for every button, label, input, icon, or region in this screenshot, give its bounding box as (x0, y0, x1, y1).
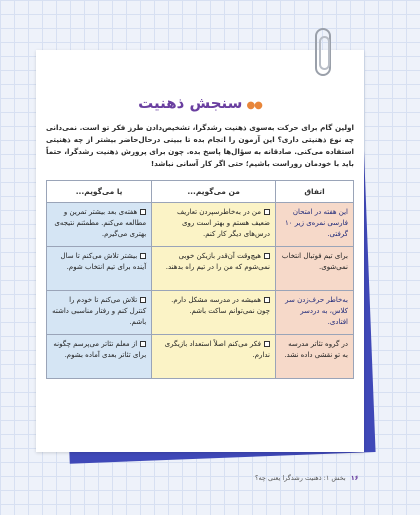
fixed-text: فکر می‌کنم اصلاً استعداد بازیگری ندارم. (164, 340, 270, 359)
paperclip-icon (315, 28, 331, 76)
checkbox[interactable] (264, 209, 270, 215)
fixed-cell (152, 247, 276, 291)
growth-text: هفته‌ی بعد بیشتر تمرین و مطالعه می‌کنم. مطمئنم نتیجه‌ی بهتری می‌گیرم. (54, 208, 147, 238)
mindset-table (46, 180, 354, 379)
fixed-cell (152, 335, 276, 379)
intro-paragraph: اولین گام برای حرکت به‌سوی ذهنیت رشدگرا، تشخیص‌دادن طرز فکر تو است. نمی‌دانی چه نوع ذهنیتی داری؟ این آزمون را انجام بده تا ببینی درحال‌حاضر بیشتر از چه ذهنیتی استفاده می‌کنی. صادقانه به سؤال‌ها پاسخ بده. چون برای پرورش ذهنیت رشدگرا، حتماً باید با خودمان روراست باشیم؛ حتی اگر کار آسانی نباشد! (46, 123, 354, 168)
header-growth: یا می‌گویم... (47, 181, 152, 203)
section-title: بخش ۱: ذهنیت رشدگرا یعنی چه؟ (255, 474, 346, 482)
page-footer (255, 474, 359, 482)
worksheet-page (36, 50, 364, 452)
fixed-cell (152, 203, 276, 247)
title-decoration: ●● (246, 100, 262, 111)
page-number: ۱۶ (350, 474, 359, 482)
checkbox[interactable] (140, 297, 146, 303)
table-row (47, 247, 354, 291)
checkbox[interactable] (140, 253, 146, 259)
growth-text: بیشتر تلاش می‌کنم تا سال آینده برای تیم انتخاب شوم. (60, 252, 147, 271)
growth-cell (47, 247, 152, 291)
checkbox[interactable] (264, 297, 270, 303)
event-cell: برای تیم فوتبال انتخاب نمی‌شوی. (276, 247, 354, 291)
growth-cell (47, 291, 152, 335)
checkbox[interactable] (140, 209, 146, 215)
fixed-text: هیچ‌وقت آن‌قدر بازیکن خوبی نمی‌شوم که من را در تیم راه بدهند. (165, 252, 270, 271)
growth-cell (47, 335, 152, 379)
checkbox[interactable] (140, 341, 146, 347)
page-title (36, 94, 364, 112)
fixed-text: من در به‌خاطرسپردن تعاریف ضعیف هستم و بهتر است روی درس‌های دیگر کار کنم. (177, 208, 270, 238)
event-cell: در گروه تئاتر مدرسه به تو نقشی داده نشد. (276, 335, 354, 379)
event-cell: به‌خاطر حرف‌زدن سر کلاس، به دردسر افتادی. (276, 291, 354, 335)
header-fixed: من می‌گویم... (152, 181, 276, 203)
growth-text: تلاش می‌کنم تا خودم را کنترل کنم و رفتار مناسبی داشته باشم. (52, 296, 147, 326)
fixed-text: همیشه در مدرسه مشکل دارم. چون نمی‌توانم ساکت باشم. (171, 296, 270, 315)
checkbox[interactable] (264, 341, 270, 347)
table-row (47, 335, 354, 379)
growth-cell (47, 203, 152, 247)
header-event: اتفاق (276, 181, 354, 203)
fixed-cell (152, 291, 276, 335)
table-row (47, 291, 354, 335)
title-text: سنجش ذهنیت (138, 94, 243, 112)
checkbox[interactable] (264, 253, 270, 259)
table-row (47, 203, 354, 247)
event-cell: این هفته در امتحان فارسی نمره‌ی زیر ۱۰ گرفتی. (276, 203, 354, 247)
growth-text: از معلم تئاتر می‌پرسم چگونه برای تئاتر بعدی آماده بشوم. (53, 340, 147, 359)
table-header-row (47, 181, 354, 203)
